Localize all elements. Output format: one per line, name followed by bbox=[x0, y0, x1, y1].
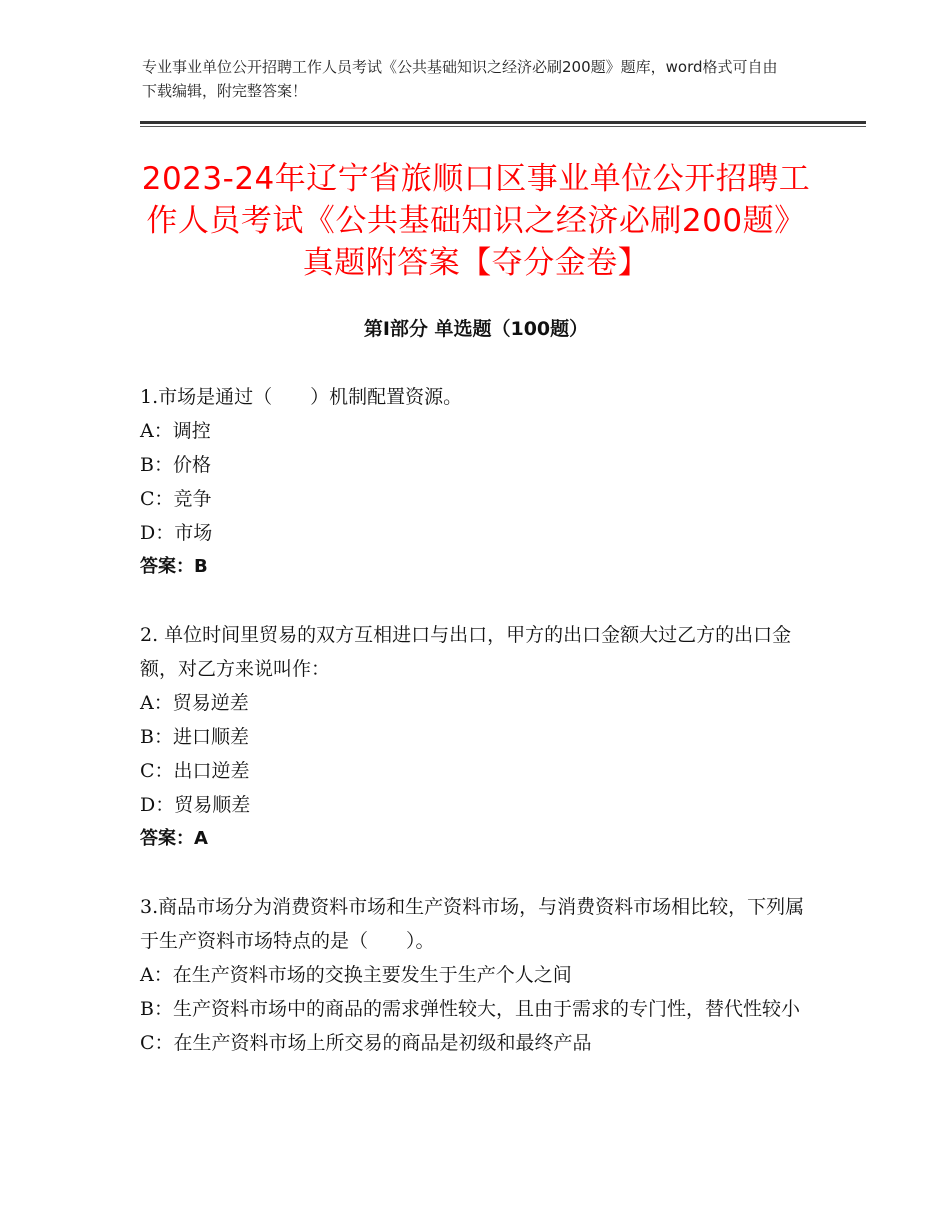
header-note: 专业事业单位公开招聘工作人员考试《公共基础知识之经济必刷200题》题库，word格式可自由下载编辑，附完整答案！ bbox=[142, 58, 778, 100]
question-list bbox=[140, 380, 812, 1094]
option-d: D：贸易顺差 bbox=[140, 794, 251, 816]
answer-label: 答案：A bbox=[140, 828, 208, 849]
document-title: 2023-24年辽宁省旅顺口区事业单位公开招聘工作人员考试《公共基础知识之经济必刷200题》真题附答案【夺分金卷】 bbox=[141, 161, 811, 281]
option-b: B：进口顺差 bbox=[140, 726, 249, 748]
option-a: A：在生产资料市场的交换主要发生于生产个人之间 bbox=[140, 964, 572, 986]
question-2 bbox=[140, 618, 812, 856]
question-3 bbox=[140, 890, 812, 1060]
question-stem: 1.市场是通过（ ）机制配置资源。 bbox=[140, 386, 463, 408]
option-a: A：调控 bbox=[140, 420, 211, 442]
question-1 bbox=[140, 380, 812, 584]
option-b: B：价格 bbox=[140, 454, 211, 476]
option-c: C：出口逆差 bbox=[140, 760, 250, 782]
section-heading: 第Ⅰ部分 单选题（100题） bbox=[363, 318, 589, 340]
answer-label: 答案：B bbox=[140, 556, 208, 577]
option-c: C：竞争 bbox=[140, 488, 212, 510]
option-a: A：贸易逆差 bbox=[140, 692, 249, 714]
option-d: D：市场 bbox=[140, 522, 213, 544]
option-b: B：生产资料市场中的商品的需求弹性较大，且由于需求的专门性，替代性较小 bbox=[140, 998, 800, 1020]
option-c: C：在生产资料市场上所交易的商品是初级和最终产品 bbox=[140, 1032, 592, 1054]
question-stem: 2. 单位时间里贸易的双方互相进口与出口，甲方的出口金额大过乙方的出口金额，对乙方来说叫作： bbox=[140, 624, 792, 680]
question-stem: 3.商品市场分为消费资料市场和生产资料市场，与消费资料市场相比较，下列属于生产资料市场特点的是（ ）。 bbox=[140, 896, 805, 952]
header-divider-thin bbox=[140, 126, 866, 127]
header-divider bbox=[140, 121, 866, 124]
